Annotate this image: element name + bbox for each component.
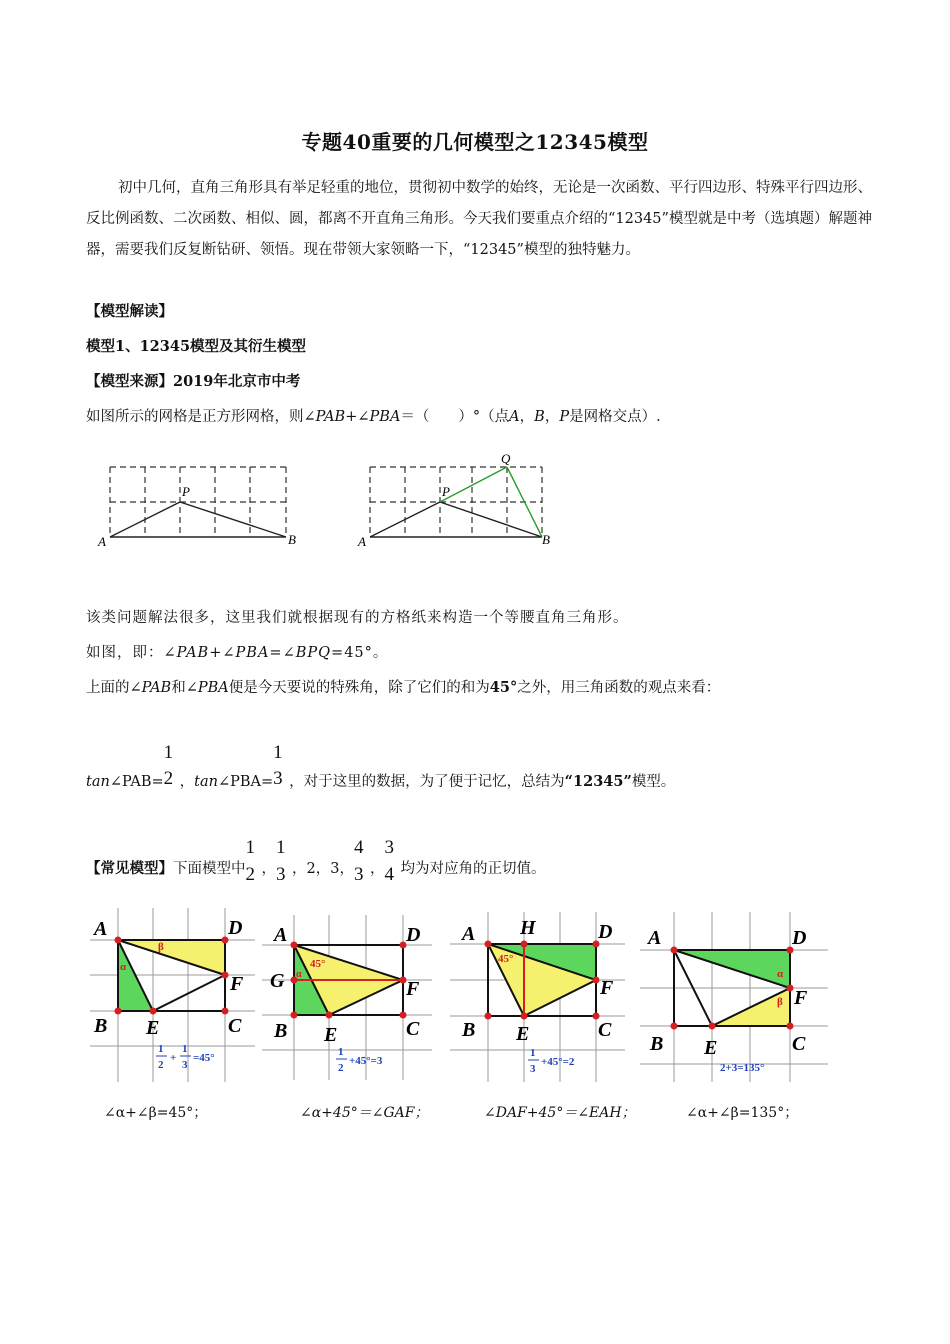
svg-text:+45°=3: +45°=3 bbox=[349, 1055, 383, 1067]
caption-1: ∠α+∠β=45°； bbox=[104, 1105, 208, 1121]
alpha-symbol: α bbox=[296, 969, 302, 980]
alpha-symbol: α bbox=[120, 961, 127, 973]
caption-3: ∠DAF+45°＝∠EAH； bbox=[484, 1105, 636, 1121]
label-h: H bbox=[520, 917, 536, 939]
svg-text:1: 1 bbox=[530, 1047, 536, 1059]
svg-text:2: 2 bbox=[338, 1062, 344, 1074]
section-heading: 【模型解读】 bbox=[86, 303, 173, 320]
svg-text:2: 2 bbox=[158, 1059, 164, 1071]
label-f: F bbox=[600, 977, 614, 999]
label-c: C bbox=[406, 1018, 420, 1040]
question-line: 如图所示的网格是正方形网格，则∠PAB+∠PBA＝（ ）°（点A，B，P是网格交点）. bbox=[86, 409, 661, 425]
svg-text:+: + bbox=[170, 1052, 177, 1064]
model-diagram-2 bbox=[262, 915, 437, 1085]
common-models-line: 【常见模型】下面模型中 1 2 ， 1 3 ，2，3， 4 3 ， 3 4 均为对应角的正切值。 bbox=[86, 837, 546, 885]
fraction-1-2: 1 2 bbox=[163, 742, 174, 789]
grid-figure-2 bbox=[356, 448, 570, 550]
alpha-symbol: α bbox=[777, 968, 784, 980]
svg-text:3: 3 bbox=[182, 1059, 188, 1071]
model1-heading: 模型1、12345模型及其衍生模型 bbox=[86, 338, 307, 355]
label-d: D bbox=[406, 924, 421, 946]
label-e: E bbox=[146, 1017, 160, 1039]
page-title: 专题40重要的几何模型之12345模型 bbox=[301, 130, 649, 154]
label-e: E bbox=[516, 1023, 530, 1045]
intro-paragraph bbox=[86, 173, 876, 266]
label-e: E bbox=[324, 1024, 338, 1046]
intro-text: 初中几何，直角三角形具有举足轻重的地位，贯彻初中数学的始终，无论是一次函数、平行四边形、特殊平行四边形、反比例函数、二次函数、相似、圆，都离不开直角三角形。今天我们要重点介绍的“12345”模型就是中考（选填题）解题神器，需要我们反复断钻研、领悟。现在带领大家领略一下，“12345”模型的独特魅力。 bbox=[86, 180, 872, 258]
point-a-label: A bbox=[358, 534, 366, 549]
point-b-label: B bbox=[288, 532, 296, 547]
label-d: D bbox=[228, 917, 243, 939]
label-a: A bbox=[94, 918, 108, 940]
label-f: F bbox=[230, 973, 244, 995]
label-a: A bbox=[462, 923, 476, 945]
point-q-label: Q bbox=[501, 451, 511, 466]
label-f: F bbox=[794, 987, 808, 1009]
point-a-label: A bbox=[98, 534, 106, 549]
explain-line-2: 如图，即：∠PAB+∠PBA=∠BPQ=45°。 bbox=[86, 645, 389, 661]
point-p-label: P bbox=[442, 484, 450, 499]
caption-4: ∠α+∠β=135°； bbox=[686, 1105, 799, 1121]
label-a: A bbox=[274, 924, 288, 946]
source-line: 【模型来源】2019年北京市中考 bbox=[86, 373, 301, 390]
svg-text:1: 1 bbox=[338, 1046, 344, 1058]
svg-text:1: 1 bbox=[158, 1043, 164, 1055]
point-p-label: P bbox=[182, 484, 190, 499]
d4-formula: 2+3=135° bbox=[720, 1062, 765, 1074]
svg-text:3: 3 bbox=[530, 1063, 536, 1075]
point-b-label: B bbox=[542, 532, 550, 547]
model-diagram-4 bbox=[640, 912, 832, 1086]
label-f: F bbox=[406, 978, 420, 1000]
label-b: B bbox=[274, 1020, 288, 1042]
fraction-1-3: 1 3 bbox=[273, 742, 283, 789]
label-b: B bbox=[650, 1033, 664, 1055]
svg-text:+45°=2: +45°=2 bbox=[541, 1056, 575, 1068]
explain-line-1: 该类问题解法很多，这里我们就根据现有的方格纸来构造一个等腰直角三角形。 bbox=[86, 610, 629, 626]
label-a: A bbox=[648, 927, 662, 949]
beta-symbol: β bbox=[158, 941, 164, 953]
beta-symbol: β bbox=[777, 996, 783, 1008]
label-c: C bbox=[598, 1019, 612, 1041]
label-b: B bbox=[94, 1015, 108, 1037]
explain-line-3: 上面的∠PAB和∠PBA便是今天要说的特殊角，除了它们的和为45°之外，用三角函数的观点来看： bbox=[86, 679, 721, 696]
label-g: G bbox=[270, 970, 285, 992]
caption-2: ∠α+45°＝∠GAF； bbox=[300, 1105, 429, 1121]
svg-text:1: 1 bbox=[182, 1043, 188, 1055]
model-diagram-3 bbox=[450, 912, 630, 1086]
label-c: C bbox=[792, 1033, 806, 1055]
deg45-label: 45° bbox=[310, 958, 326, 970]
label-e: E bbox=[704, 1037, 718, 1059]
svg-text:=45°: =45° bbox=[193, 1052, 215, 1064]
label-c: C bbox=[228, 1015, 242, 1037]
tan-line: tan∠PAB= 1 2 ，tan∠PBA= 1 3 ，对于这里的数据，为了便于记忆，总结为“12345”模型。 bbox=[86, 742, 676, 790]
label-d: D bbox=[598, 921, 613, 943]
model-diagram-1 bbox=[90, 908, 260, 1084]
grid-figure-1 bbox=[96, 448, 310, 550]
label-b: B bbox=[462, 1019, 476, 1041]
label-d: D bbox=[792, 927, 807, 949]
deg45-label: 45° bbox=[498, 953, 514, 965]
